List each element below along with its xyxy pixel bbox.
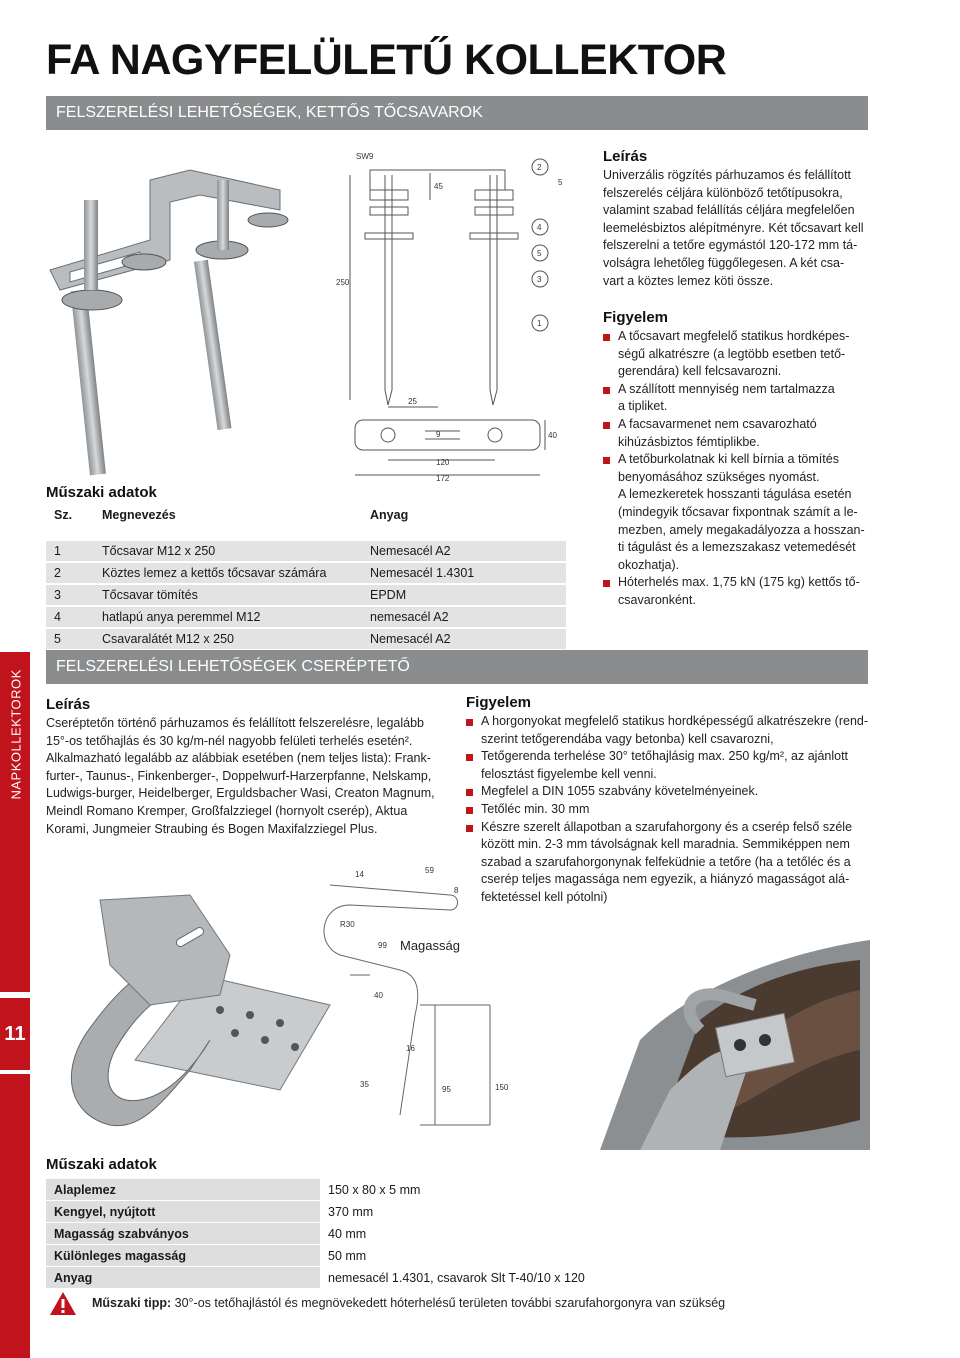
tip-text: 30°-os tetőhajlástól és megnövekedett hóterhelésű területen további szarufahorgonyra van szükség	[171, 1296, 726, 1310]
sidebar-label: NAPKOLLEKTOROK	[8, 669, 24, 800]
label-16: 16	[406, 1044, 415, 1053]
attention-item: A facsavarmenet nem csavarozható kihúzásbiztos fémtiplikbe.	[603, 416, 873, 451]
attention-item: A tetőburkolatnak ki kell bírnia a tömítés benyomásához szükséges nyomást. A lemezkeretek hosszanti tágulása esetén (mindegyik tőcsavar fixpontnak számít a le- mezben, amely megakadályozza a hosszan- ti tágulást és a lemezszakasz vetemedését okozhatja).	[603, 451, 873, 574]
description-line: vart a köztes lemez köti össze.	[603, 273, 774, 288]
label-59: 59	[425, 866, 434, 875]
table-row: 2 Köztes lemez a kettős tőcsavar számára Nemesacél 1.4301	[46, 562, 566, 584]
callout-2: 2	[537, 163, 542, 172]
label-sw9: SW9	[356, 152, 374, 161]
label-99: 99	[378, 941, 387, 950]
description-line: Meindl Romano Kremper, Großfalzziegel (hornyolt cserép), Aktua	[46, 803, 408, 818]
attention-item: Készre szerelt állapotban a szarufahorgony és a cserép felső széle között min. 2-3 mm távolságnak kell maradnia. Semmiképpen nem szabad a szarufahorgonynak felfeküdnie a tetőre (ha a tetőléc és a cserép teljes magassága nem egyezik, a hiányzó magasságot alá- fektetéssel kell pótolni)	[466, 819, 870, 907]
label-150: 150	[495, 1083, 509, 1092]
attention-item: Megfelel a DIN 1055 szabvány követelményeinek.	[466, 783, 870, 801]
rafter-hook-illustration	[40, 855, 580, 1145]
attention-item: A szállított mennyiség nem tartalmazza a tipliket.	[603, 381, 873, 416]
table-row: 4 hatlapú anya peremmel M12 nemesacél A2	[46, 606, 566, 628]
warning-icon	[48, 1290, 78, 1317]
description-line: leemelésbiztos alépítményre. Két tőcsavart kell	[603, 220, 864, 235]
description-line: 15°-os tetőhajlás és 30 kg/m-nél nagyobb felületi terhelés esetén².	[46, 733, 413, 748]
callout-4: 4	[537, 223, 542, 232]
attention-item: Tetőléc min. 30 mm	[466, 801, 870, 819]
attention-item: Tetőgerenda terhelése 30° tetőhajlásig max. 250 kg/m², az ajánlott felosztást figyelembe kell venni.	[466, 748, 870, 783]
table-row: Különleges magasság 50 mm	[46, 1245, 806, 1267]
description-line: Univerzális rögzítés párhuzamos és felállított	[603, 168, 852, 182]
specs-table	[46, 1178, 806, 1288]
description-line: valamint szabad felállítás céljára megfelelően	[603, 203, 855, 218]
label-9: 9	[436, 430, 441, 439]
label-172: 172	[436, 474, 450, 483]
table-row: Kengyel, nyújtott 370 mm	[46, 1201, 806, 1223]
label-45: 45	[434, 182, 443, 191]
table-row: Alaplemez 150 x 80 x 5 mm	[46, 1179, 806, 1201]
attention-title: Figyelem	[466, 694, 532, 711]
label-250: 250	[336, 278, 350, 287]
label-r30: R30	[340, 920, 355, 929]
label-magassag: Magasság	[400, 938, 460, 953]
attention-item: A tőcsavart megfelelő statikus hordképes- ségű alkatrészre (a legtöbb esetben tető- gerendára) kell felcsavarozni.	[603, 328, 873, 381]
section-heading-double-screws: FELSZERELÉSI LEHETŐSÉGEK, KETTŐS TŐCSAVAROK	[46, 96, 868, 130]
label-8: 8	[454, 886, 459, 895]
section-heading-tile-roof: FELSZERELÉSI LEHETŐSÉGEK CSERÉPTETŐ	[46, 650, 868, 684]
attention-item: A horgonyokat megfelelő statikus hordképességű alkatrészekre (rend- szerint tetőgerendába vagy betonba) kell csavarozni,	[466, 713, 870, 748]
specs-title: Műszaki adatok	[46, 484, 157, 501]
attention-title: Figyelem	[603, 309, 669, 326]
description-line: felszerelés céljára különböző tetőtípusokra,	[603, 185, 843, 200]
label-25: 25	[408, 397, 417, 406]
table-row: 3 Tőcsavar tömítés EPDM	[46, 584, 566, 606]
callout-3: 3	[537, 275, 542, 284]
label-40: 40	[548, 431, 557, 440]
description-line: Cseréptetőn történő párhuzamos és felállított felszerelésre, legalább	[46, 716, 424, 730]
double-screw-photo	[40, 150, 330, 480]
roof-tile-photo	[580, 920, 870, 1150]
technical-tip	[92, 1296, 725, 1310]
description-line: Korami, Jungmeier Straubing és Bogen Maxifalzziegel Plus.	[46, 821, 378, 836]
description-title: Leírás	[603, 148, 648, 165]
description-line: felszerelni a tetőre egymástól 120-172 mm tá-	[603, 238, 858, 253]
specs-header-row	[46, 505, 566, 525]
table-row: Anyag nemesacél 1.4301, csavarok Slt T-40/10 x 120	[46, 1267, 806, 1289]
label-40: 40	[374, 991, 383, 1000]
double-screw-technical-drawing	[330, 145, 590, 495]
callout-5: 5	[537, 249, 542, 258]
description-line: volságra lehetőleg függőlegesen. A két csa-	[603, 255, 845, 270]
table-row: 5 Csavaralátét M12 x 250 Nemesacél A2	[46, 628, 566, 649]
label-95: 95	[442, 1085, 451, 1094]
label-120: 120	[436, 458, 450, 467]
specs-header-no: Sz.	[54, 508, 73, 522]
callout-1: 1	[537, 319, 542, 328]
attention-item: Hóterhelés max. 1,75 kN (175 kg) kettős tő- csavaronként.	[603, 574, 873, 609]
description-line: Ludwigs-burger, Heidelberger, Erguldsbacher Wasi, Creaton Magnum,	[46, 786, 435, 801]
specs-header-name: Megnevezés	[102, 508, 176, 522]
specs-header-material: Anyag	[370, 508, 409, 522]
label-5: 5	[558, 178, 563, 187]
label-14: 14	[355, 870, 364, 879]
table-row: Magasság szabványos 40 mm	[46, 1223, 806, 1245]
page-number: 11	[0, 998, 30, 1070]
page-title: FA NAGYFELÜLETŰ KOLLEKTOR	[46, 36, 727, 84]
description-line: furter-, Taunus-, Finkenberger-, Doppelwurf-Harzerpfanne, Nelskamp,	[46, 768, 432, 783]
description-title: Leírás	[46, 696, 91, 713]
table-row: 1 Tőcsavar M12 x 250 Nemesacél A2	[46, 540, 566, 562]
specs-table	[46, 505, 566, 649]
specs-title: Műszaki adatok	[46, 1156, 157, 1173]
description-line: Alkalmazható legalább az alábbiak esetében (nem teljes lista): Frank-	[46, 751, 431, 766]
label-35: 35	[360, 1080, 369, 1089]
tip-label: Műszaki tipp:	[92, 1296, 172, 1310]
